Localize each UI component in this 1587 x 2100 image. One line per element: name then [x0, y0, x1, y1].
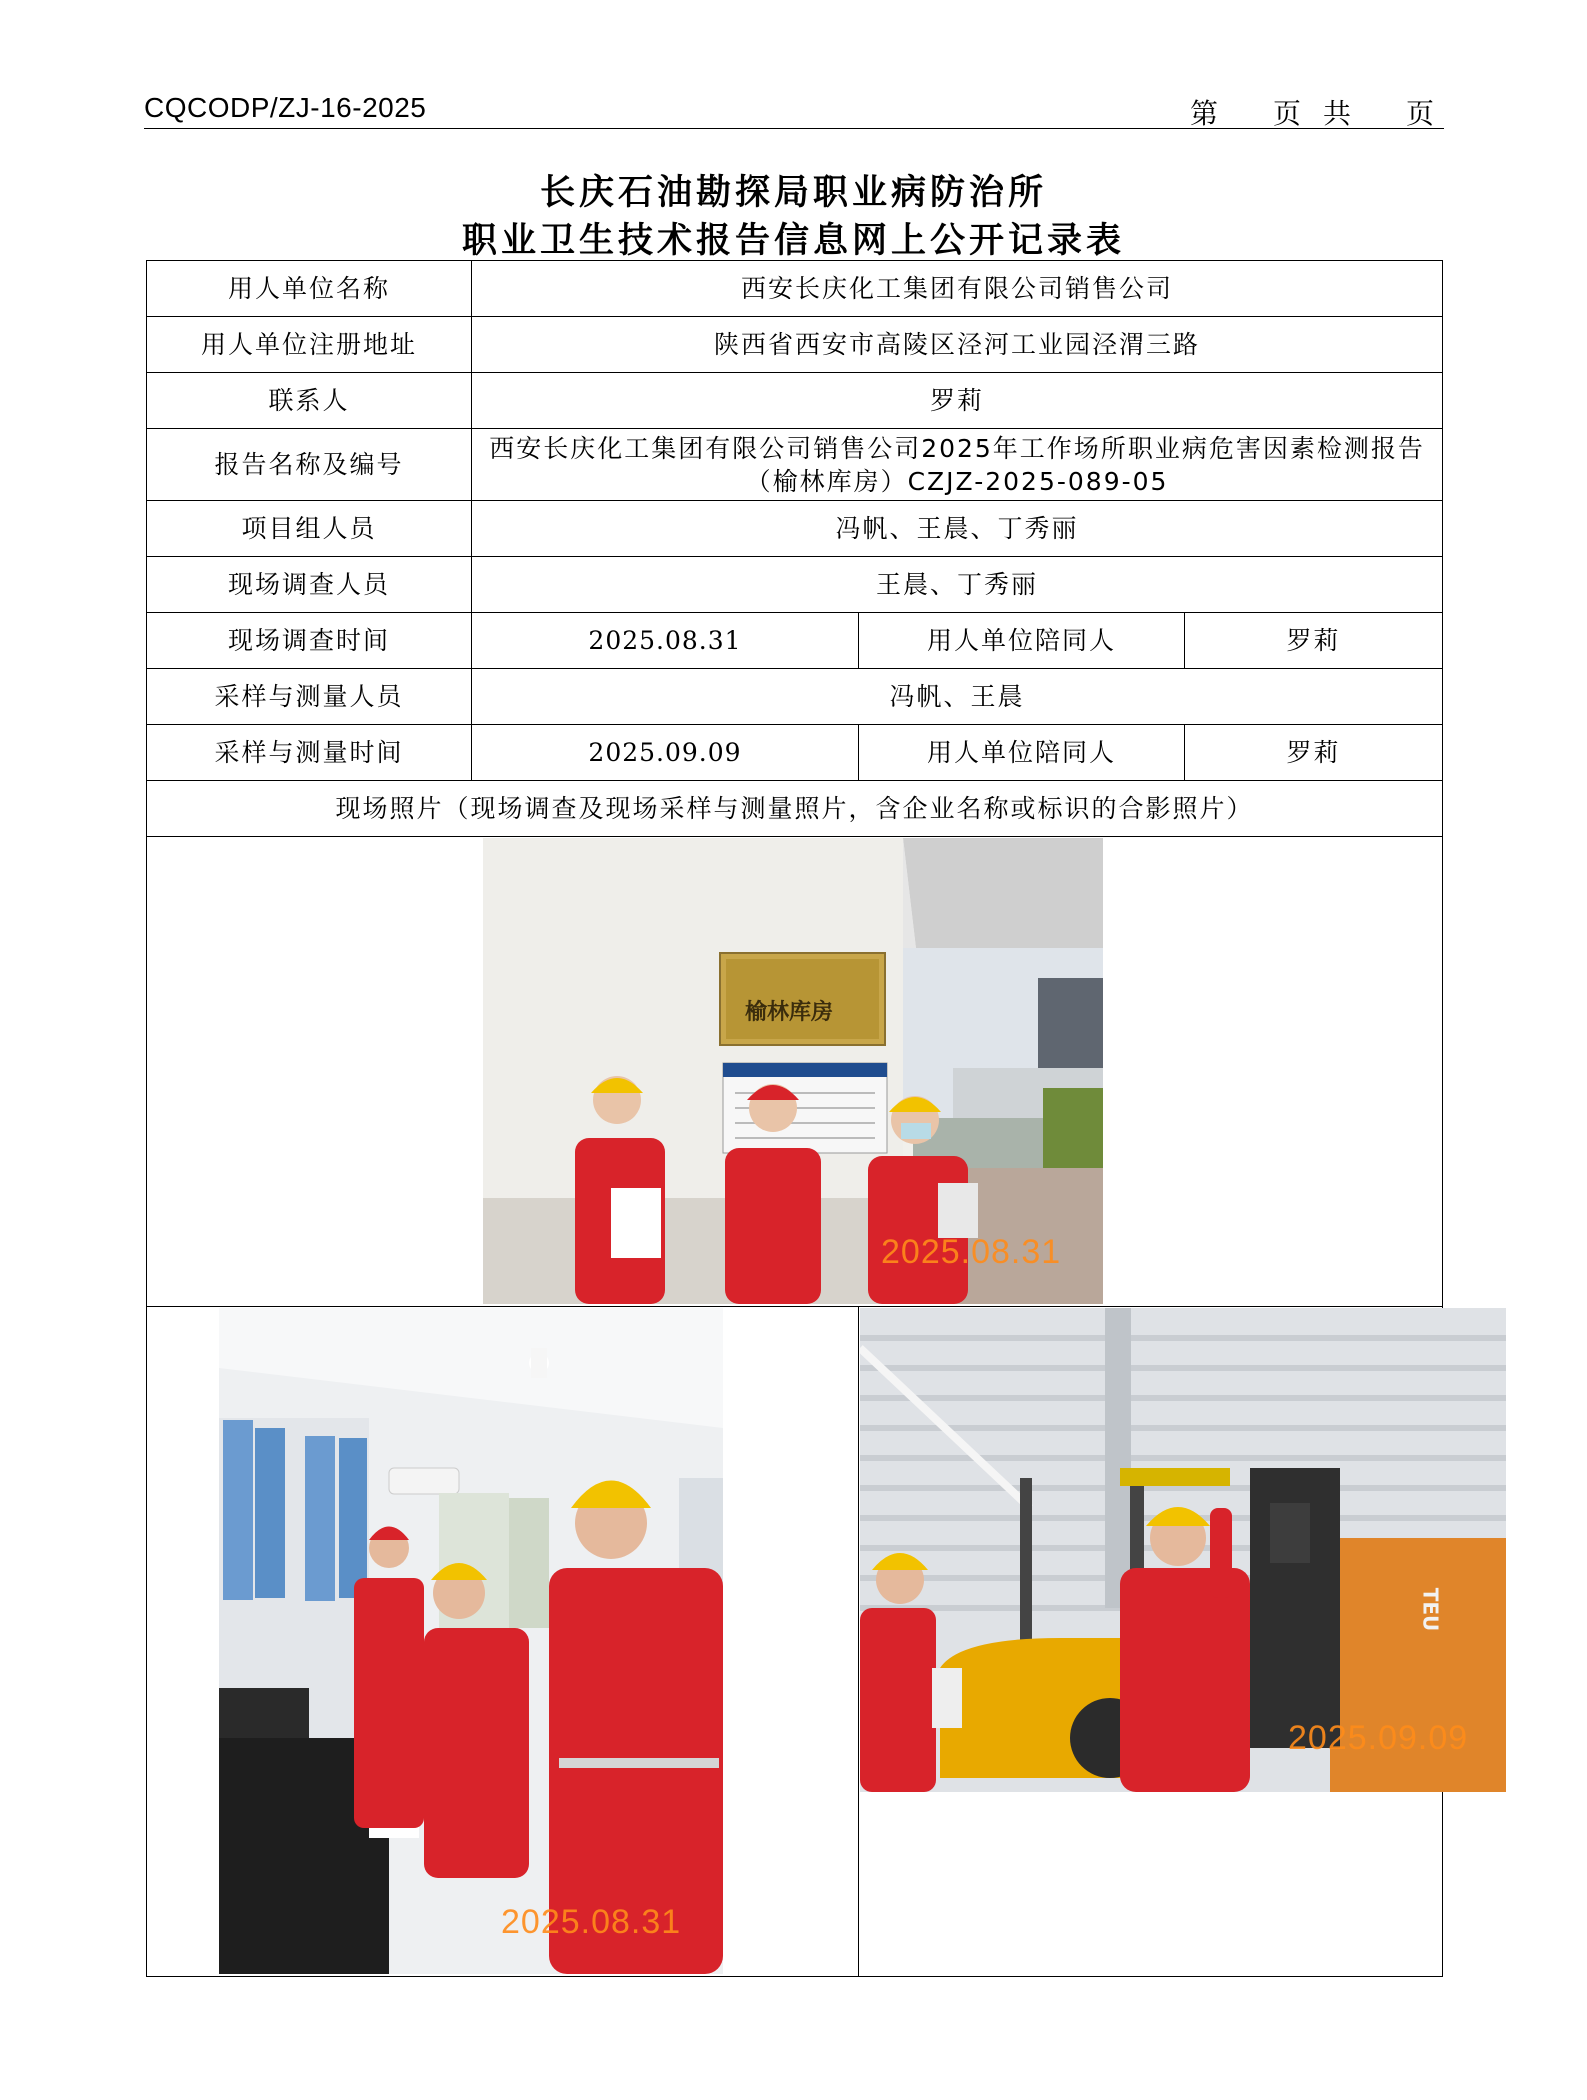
office-inspection-photo: [219, 1308, 723, 1974]
team-value: 冯帆、王晨、丁秀丽: [472, 501, 1443, 557]
sampling-staff-value: 冯帆、王晨: [472, 669, 1443, 725]
report-value: [472, 429, 1443, 501]
row-contact: [147, 373, 1443, 429]
forklift-sampling-photo: [860, 1308, 1506, 1792]
survey-time-label: 现场调查时间: [147, 613, 472, 669]
row-sampling-staff: [147, 669, 1443, 725]
sampling-time-value: 2025.09.09: [472, 725, 859, 781]
signboard-text: 榆林库房: [745, 1000, 834, 1025]
row-address: [147, 317, 1443, 373]
survey-staff-value: 王晨、丁秀丽: [472, 557, 1443, 613]
sampling-escort-value: 罗莉: [1185, 725, 1443, 781]
employer-name-label: 用人单位名称: [147, 261, 472, 317]
row-team: [147, 501, 1443, 557]
page-label-di: 第: [1189, 97, 1218, 130]
survey-escort-label: 用人单位陪同人: [859, 613, 1185, 669]
document-code: CQCODP/ZJ-16-2025: [144, 92, 427, 123]
row-survey-staff: [147, 557, 1443, 613]
address-label: 用人单位注册地址: [147, 317, 472, 373]
page-header: [144, 92, 1444, 129]
row-photo-top: [147, 837, 1443, 1307]
photo-bottom-left-cell: [147, 1307, 859, 1977]
row-survey-time: [147, 613, 1443, 669]
survey-staff-label: 现场调查人员: [147, 557, 472, 613]
page-label-gong: 共: [1322, 97, 1351, 130]
page-number-info: [1190, 92, 1434, 132]
row-report: [147, 429, 1443, 501]
row-photo-bottom: [147, 1307, 1443, 1977]
photo2-date-stamp: 2025.08.31: [501, 1903, 682, 1941]
page-label-ye-total: 页: [1405, 97, 1434, 130]
survey-escort-value: 罗莉: [1185, 613, 1443, 669]
address-value: 陕西省西安市高陵区泾河工业园泾渭三路: [472, 317, 1443, 373]
record-table: [146, 260, 1469, 1977]
survey-time-value: 2025.08.31: [472, 613, 859, 669]
photo1-date-stamp: 2025.08.31: [881, 1233, 1062, 1271]
sampling-time-label: 采样与测量时间: [147, 725, 472, 781]
sampling-staff-label: 采样与测量人员: [147, 669, 472, 725]
photo-top-cell: [147, 837, 1443, 1307]
row-employer-name: [147, 261, 1443, 317]
row-photos-heading: [147, 781, 1443, 837]
photos-heading: 现场照片（现场调查及现场采样与测量照片，含企业名称或标识的合影照片）: [147, 781, 1443, 837]
row-sampling-time: [147, 725, 1443, 781]
report-name-line: 西安长庆化工集团有限公司销售公司2025年工作场所职业病危害因素检测报告: [489, 433, 1425, 463]
sampling-escort-label: 用人单位陪同人: [859, 725, 1185, 781]
photo-bottom-right-cell: [859, 1307, 1469, 1977]
group-photo-signboard: [483, 838, 1103, 1304]
title-form: 职业卫生技术报告信息网上公开记录表: [461, 221, 1125, 261]
contact-value: 罗莉: [472, 373, 1443, 429]
report-code-line: （榆林库房）CZJZ-2025-089-05: [745, 466, 1169, 496]
photo3-date-stamp: 2025.09.09: [1288, 1719, 1469, 1757]
employer-name-value: 西安长庆化工集团有限公司销售公司: [472, 261, 1443, 317]
team-label: 项目组人员: [147, 501, 472, 557]
page-label-ye: 页: [1272, 97, 1301, 130]
report-label: 报告名称及编号: [147, 429, 472, 501]
contact-label: 联系人: [147, 373, 472, 429]
forklift-brand-text: TEU: [1418, 1587, 1443, 1632]
title-institution: 长庆石油勘探局职业病防治所: [539, 173, 1047, 213]
